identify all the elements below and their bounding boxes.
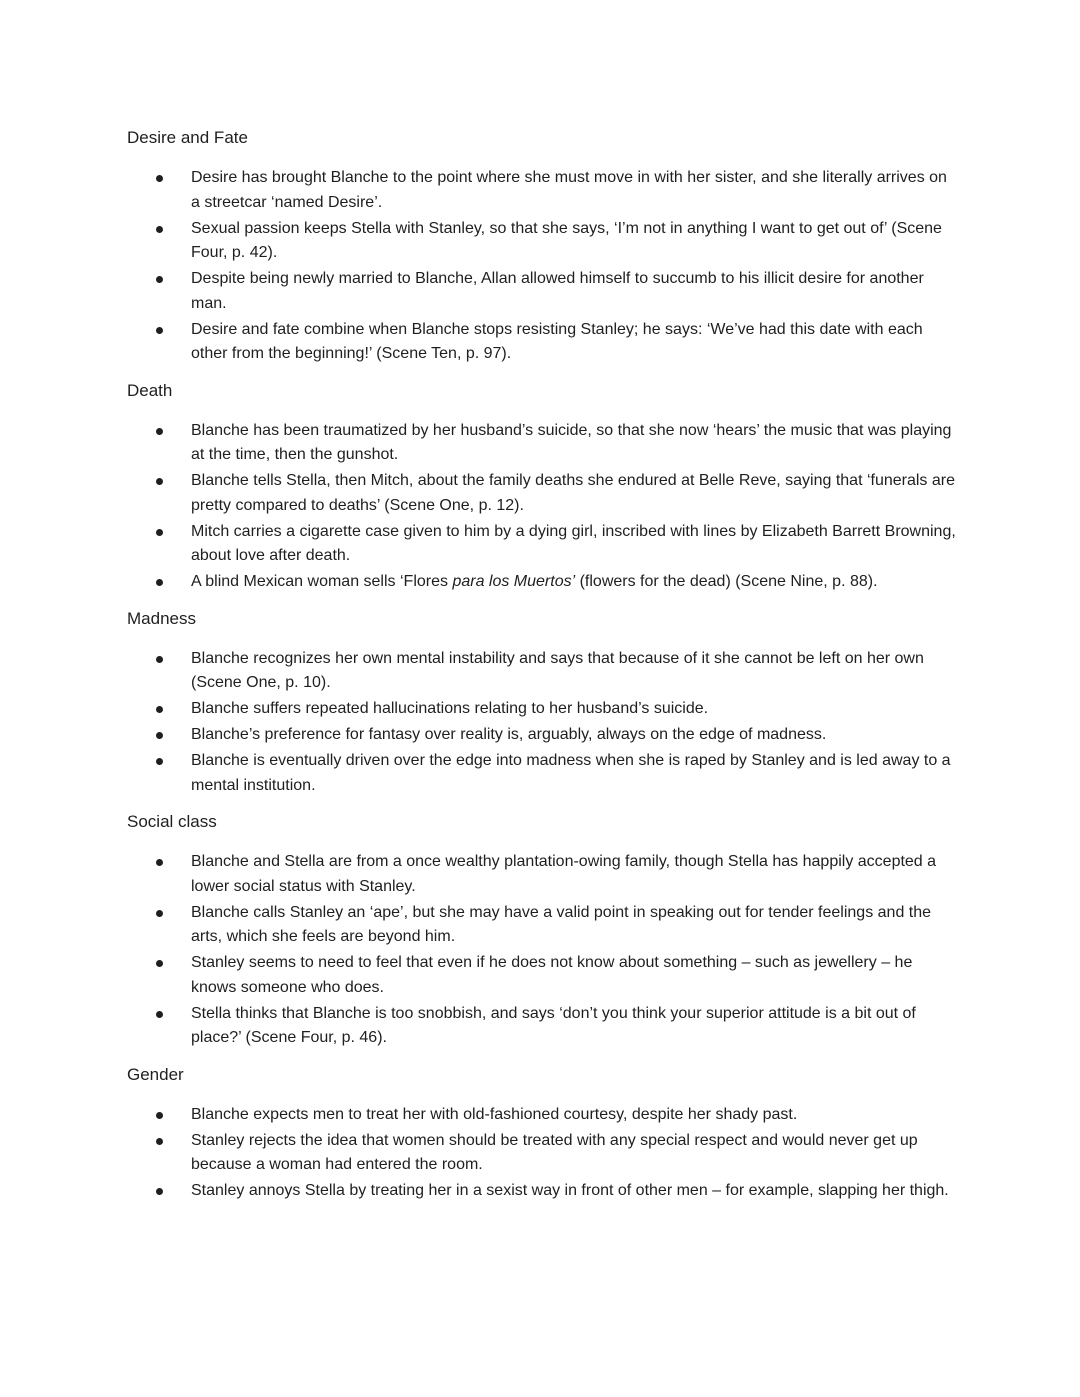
- bullet-icon: [156, 656, 163, 663]
- list-item: [127, 570, 957, 595]
- list-item: [127, 1103, 957, 1128]
- list-item: [127, 520, 957, 569]
- bullet-icon: [156, 478, 163, 485]
- bullet-icon: [156, 1138, 163, 1145]
- bullet-icon: [156, 327, 163, 334]
- bullet-list: [127, 850, 957, 1051]
- bullet-icon: [156, 706, 163, 713]
- list-item: [127, 1002, 957, 1051]
- list-item-text: Stella thinks that Blanche is too snobbish, and says ‘don’t you think your superior attitude is a bit out of place?’ (Scene Four, p. 46).: [191, 1004, 916, 1046]
- list-item-text: Stanley rejects the idea that women should be treated with any special respect and would never get up because a woman had entered the room.: [191, 1131, 918, 1173]
- list-item-text: Blanche and Stella are from a once wealthy plantation-owing family, though Stella has happily accepted a lower social status with Stanley.: [191, 853, 937, 895]
- bullet-icon: [156, 226, 163, 233]
- bullet-icon: [156, 1112, 163, 1119]
- bullet-icon: [156, 579, 163, 586]
- list-item-text-before: A blind Mexican woman sells ‘Flores: [191, 573, 453, 590]
- list-item: [127, 749, 957, 798]
- list-item: [127, 647, 957, 696]
- list-item: [127, 1129, 957, 1178]
- section-heading: Social class: [127, 812, 217, 831]
- list-item: [127, 697, 957, 722]
- bullet-icon: [156, 1188, 163, 1195]
- list-item-text-after: (flowers for the dead) (Scene Nine, p. 88).: [575, 573, 878, 590]
- bullet-icon: [156, 910, 163, 917]
- document-page: [127, 126, 957, 1216]
- list-item: [127, 217, 957, 266]
- bullet-icon: [156, 175, 163, 182]
- list-item-text: Blanche tells Stella, then Mitch, about the family deaths she endured at Belle Reve, saying that ‘funerals are pretty compared to deaths’ (Scene One, p. 12).: [191, 472, 955, 514]
- list-item-text: Blanche suffers repeated hallucinations relating to her husband’s suicide.: [191, 700, 709, 717]
- list-item-text: Blanche recognizes her own mental instability and says that because of it she cannot be left on her own (Scene One, p. 10).: [191, 649, 924, 691]
- list-item: [127, 166, 957, 215]
- section-desire-and-fate: [127, 126, 957, 367]
- list-item: [127, 850, 957, 899]
- bullet-icon: [156, 428, 163, 435]
- list-item-text: Desire has brought Blanche to the point where she must move in with her sister, and she literally arrives on a streetcar ‘named Desire’.: [191, 169, 947, 211]
- list-item-text: Mitch carries a cigarette case given to him by a dying girl, inscribed with lines by Elizabeth Barrett Browning, about love after death.: [191, 522, 956, 564]
- list-item: [127, 1179, 957, 1204]
- bullet-list: [127, 647, 957, 799]
- bullet-icon: [156, 732, 163, 739]
- list-item: [127, 419, 957, 468]
- section-gender: [127, 1063, 957, 1204]
- bullet-icon: [156, 758, 163, 765]
- bullet-icon: [156, 529, 163, 536]
- list-item-text: Blanche calls Stanley an ‘ape’, but she may have a valid point in speaking out for tender feelings and the arts, which she feels are beyond him.: [191, 903, 932, 945]
- bullet-list: [127, 419, 957, 595]
- bullet-icon: [156, 960, 163, 967]
- section-heading: Madness: [127, 608, 196, 628]
- bullet-list: [127, 166, 957, 367]
- bullet-icon: [156, 1011, 163, 1018]
- list-item-text: Stanley seems to need to feel that even if he does not know about something – such as jewellery – he knows someone who does.: [191, 954, 913, 996]
- list-item-text: Desire and fate combine when Blanche stops resisting Stanley; he says: ‘We’ve had this date with each other from the beginning!’ (Scene Ten, p. 97).: [191, 320, 923, 362]
- section-heading: Death: [127, 380, 173, 400]
- list-item: [127, 901, 957, 950]
- list-item-text: Blanche’s preference for fantasy over reality is, arguably, always on the edge of madness.: [191, 726, 827, 743]
- section-heading: Gender: [127, 1064, 184, 1084]
- section-death: [127, 379, 957, 595]
- list-item: [127, 469, 957, 518]
- bullet-icon: [156, 276, 163, 283]
- list-item-text-italic: para los Muertos’: [452, 573, 576, 590]
- section-social-class: [127, 810, 957, 1051]
- list-item-text: Blanche expects men to treat her with old-fashioned courtesy, despite her shady past.: [191, 1105, 798, 1123]
- section-madness: [127, 607, 957, 799]
- list-item: [127, 318, 957, 367]
- list-item: [127, 951, 957, 1000]
- list-item-text: Stanley annoys Stella by treating her in a sexist way in front of other men – for example, slapping her thigh.: [191, 1182, 949, 1199]
- bullet-icon: [156, 859, 163, 866]
- list-item: [127, 267, 957, 316]
- list-item-text: Sexual passion keeps Stella with Stanley, so that she says, ‘I’m not in anything I want to get out of’ (Scene Four, p. 42).: [191, 219, 942, 261]
- list-item: [127, 723, 957, 748]
- list-item-text: Blanche is eventually driven over the edge into madness when she is raped by Stanley and is led away to a mental institution.: [191, 752, 951, 794]
- list-item-text: Blanche has been traumatized by her husband’s suicide, so that she now ‘hears’ the music that was playing at the time, then the gunshot.: [191, 421, 952, 463]
- list-item-text: Despite being newly married to Blanche, Allan allowed himself to succumb to his illicit desire for another man.: [191, 270, 924, 312]
- section-heading: Desire and Fate: [127, 128, 248, 147]
- bullet-list: [127, 1103, 957, 1204]
